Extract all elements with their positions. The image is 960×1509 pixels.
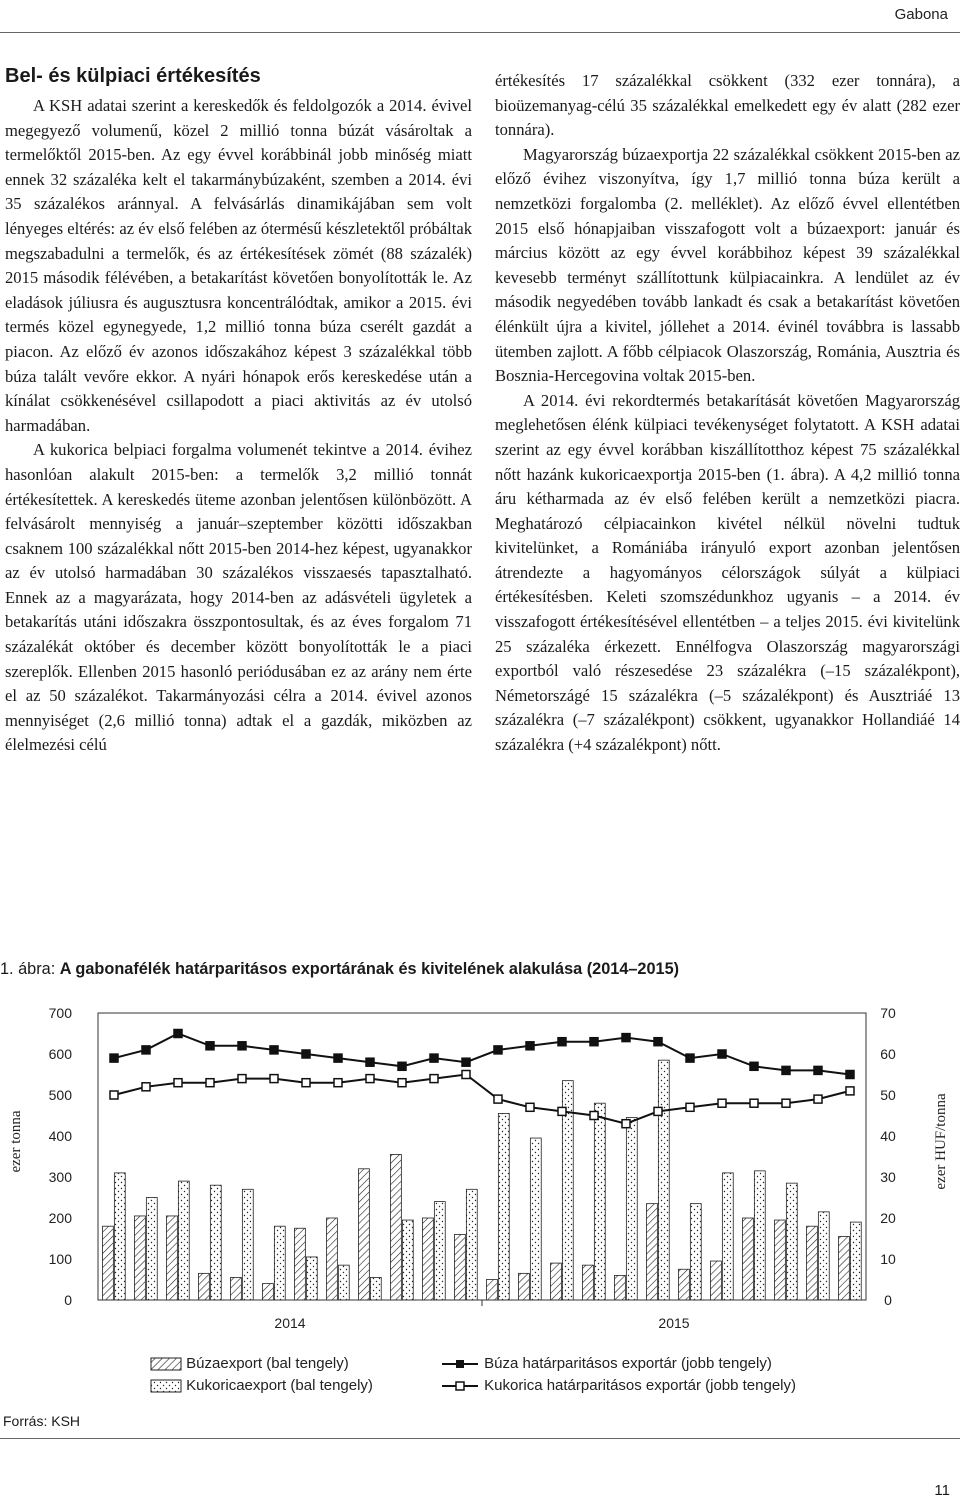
corn-price-point <box>398 1079 406 1087</box>
wheat-price-point <box>718 1050 726 1058</box>
corn-export-bar <box>626 1118 637 1300</box>
paragraph: A KSH adatai szerint a kereskedők és feldolgozók a 2014. évivel megegyező volumenű, közel 2 millió tonna búzát vásároltak a termelőktől 2015-ben. Az egy évvel korábbinál jobb minőség miatt ennek 32 százaléka kelt el takarmánybúzaként, szemben a 2014. évi 35 százalékos aránnyal. A felvásárlás dinamikájában sem volt lényeges eltérés: az év első felében az ótermésű készletektől próbáltak megszabadulni a termelők, és az értékesítések zömét (88 százalék) 2015 második félévében, a betakarítást követően bonyolították le. Az eladások júliusra és augusztusra koncentrálódtak, amikor a 2015. évi termés közel egynegyede, 1,2 millió tonna búza cserélt gazdát a piacon. Az előző év azonos időszakához képest 3 százalékkal több búza talált vevőre ekkor. A nyári hónapok erős kereskedése után a kínálat csökkenésével csillapodott a piaci aktivitás az év utolsó harmadában. <box>5 96 472 435</box>
corn-export-bar <box>306 1257 317 1300</box>
corn-price-point <box>270 1075 278 1083</box>
wheat-price-point <box>654 1038 662 1046</box>
wheat-price-point <box>206 1042 214 1050</box>
corn-export-bar <box>338 1265 349 1300</box>
wheat-export-bar <box>326 1218 337 1300</box>
corn-price-point <box>206 1079 214 1087</box>
corn-price-point <box>142 1083 150 1091</box>
wheat-export-bar <box>518 1273 529 1300</box>
wheat-price-point <box>398 1062 406 1070</box>
footer-divider <box>0 1438 960 1439</box>
wheat-export-bar <box>262 1284 273 1300</box>
chart-bars <box>102 1060 861 1300</box>
corn-export-bar <box>434 1202 445 1300</box>
wheat-export-bar <box>198 1273 209 1300</box>
corn-price-point <box>622 1120 630 1128</box>
corn-export-bar <box>594 1103 605 1300</box>
corn-price-point <box>814 1095 822 1103</box>
wheat-price-point <box>110 1054 118 1062</box>
corn-price-point <box>654 1107 662 1115</box>
legend-label: Kukoricaexport (bal tengely) <box>186 1377 373 1394</box>
left-tick-label: 600 <box>48 1046 72 1062</box>
legend-label: Búzaexport (bal tengely) <box>186 1355 349 1372</box>
wheat-price-point <box>238 1042 246 1050</box>
figure-title: A gabonafélék határparitásos exportárának és kivitelének alakulása (2014–2015) <box>59 960 680 978</box>
wheat-price-point <box>334 1054 342 1062</box>
wheat-export-bar <box>774 1220 785 1300</box>
corn-export-bar <box>530 1138 541 1300</box>
left-tick-label: 700 <box>48 1005 72 1021</box>
corn-price-point <box>302 1079 310 1087</box>
corn-price-point <box>750 1099 758 1107</box>
wheat-price-point <box>366 1058 374 1066</box>
legend-item <box>150 1355 349 1372</box>
corn-export-bar <box>242 1189 253 1300</box>
left-tick-label: 500 <box>48 1087 72 1103</box>
corn-export-bar <box>850 1222 861 1300</box>
hatched-swatch-icon <box>150 1356 182 1372</box>
right-column <box>495 69 960 758</box>
wheat-export-bar <box>454 1234 465 1300</box>
wheat-price-point <box>462 1058 470 1066</box>
wheat-price-point <box>142 1046 150 1054</box>
wheat-export-bar <box>646 1204 657 1300</box>
legend-label: Búza határparitásos exportár (jobb tengely) <box>484 1355 772 1372</box>
corn-export-bar <box>178 1181 189 1300</box>
corn-export-bar <box>210 1185 221 1300</box>
wheat-price-point <box>782 1066 790 1074</box>
corn-price-point <box>686 1103 694 1111</box>
right-tick-label: 70 <box>880 1005 896 1021</box>
wheat-export-bar <box>582 1265 593 1300</box>
source-note: Forrás: KSH <box>3 1413 81 1429</box>
wheat-price-line <box>114 1034 850 1075</box>
wheat-price-point <box>814 1066 822 1074</box>
filled-square-line-icon <box>440 1356 480 1372</box>
corn-price-point <box>366 1075 374 1083</box>
chart-legend <box>150 1355 850 1400</box>
right-tick-label: 50 <box>880 1087 896 1103</box>
wheat-price-point <box>526 1042 534 1050</box>
left-tick-label: 400 <box>48 1128 72 1144</box>
wheat-export-bar <box>390 1154 401 1300</box>
corn-export-bar <box>658 1060 669 1300</box>
corn-export-bar <box>754 1171 765 1300</box>
corn-price-point <box>462 1071 470 1079</box>
corn-export-bar <box>146 1198 157 1301</box>
paragraph: Magyarország búzaexportja 22 százalékkal csökkent 2015-ben az előző évihez viszonyítva, így 1,7 millió tonna búza került a nemzetközi forgalomba (2. melléklet). Az előző évvel ellentétben 2015 első hónapjaiban visszafogott volt a búzaexport: január és március között az egy évvel korábbihoz képest 39 százalékkal kevesebb terményt szállítottunk külpiacainkra. A lendület az év második negyedében tovább lankadt és csak a betakarítást követően élénkült újra a kivitel, jóllehet a 2014. évinél továbbra is lassabb ütemben zajlott. A főbb célpiacok Olaszország, Románia, Ausztria és Bosznia-Hercegovina voltak 2015-ben. <box>495 144 960 386</box>
corn-export-bar <box>498 1113 509 1300</box>
corn-export-bar <box>722 1173 733 1300</box>
page-number: 11 <box>934 1482 950 1499</box>
corn-export-bar <box>466 1189 477 1300</box>
dotted-swatch-icon <box>150 1378 182 1394</box>
wheat-price-point <box>558 1038 566 1046</box>
corn-export-bar <box>690 1204 701 1300</box>
paragraph: A kukorica belpiaci forgalma volumenét tekintve a 2014. évihez hasonlóan alakult 2015-ben: a termelők 3,2 millió tonnát értékesítettek. A kereskedés üteme azonban jelentősen különbözött. A felvásárolt mennyiség a január–szeptember közötti időszakban csaknem 100 százalékkal nőtt 2015-ben 2014-hez képest, ugyanakkor az év utolsó harmadában 30 százalékos visszaesés tapasztalható. Ennek az a magyarázata, hogy 2014-ben az adásvételi ügyletek a betakarítás utáni időszakra összpontosultak, és az éves forgalom 71 százalékát október és december között bonyolították le a piaci szereplők. Ellenben 2015 hasonló periódusában ez az arány nem érte el az 50 százalékot. Takarmányozási célra a 2014. évivel azonos mennyiséget (2,6 millió tonna) adtak el a gazdák, miközben az élelmezési célú <box>5 440 472 755</box>
wheat-export-bar <box>422 1218 433 1300</box>
left-tick-label: 300 <box>48 1169 72 1185</box>
wheat-export-bar <box>134 1216 145 1300</box>
corn-price-point <box>782 1099 790 1107</box>
wheat-export-bar <box>486 1280 497 1301</box>
running-header: Gabona <box>894 6 948 23</box>
left-tick-label: 200 <box>48 1210 72 1226</box>
wheat-price-point <box>590 1038 598 1046</box>
legend-item <box>440 1355 772 1372</box>
corn-price-point <box>718 1099 726 1107</box>
corn-price-point <box>110 1091 118 1099</box>
wheat-export-bar <box>838 1236 849 1300</box>
wheat-price-point <box>846 1071 854 1079</box>
wheat-price-point <box>174 1030 182 1038</box>
corn-price-point <box>334 1079 342 1087</box>
wheat-export-bar <box>614 1275 625 1300</box>
corn-price-point <box>558 1107 566 1115</box>
wheat-price-point <box>686 1054 694 1062</box>
wheat-price-point <box>270 1046 278 1054</box>
wheat-export-bar <box>710 1261 721 1300</box>
left-tick-label: 0 <box>64 1292 72 1308</box>
paragraph: értékesítés 17 százalékkal csökkent (332 ezer tonnára), a bioüzemanyag-célú 35 százalékkal emelkedett egy év alatt (282 ezer tonnára). <box>495 71 960 140</box>
wheat-export-bar <box>358 1169 369 1300</box>
corn-price-point <box>494 1095 502 1103</box>
header-divider <box>0 32 960 33</box>
wheat-export-bar <box>806 1226 817 1300</box>
corn-export-bar <box>274 1226 285 1300</box>
corn-price-point <box>846 1087 854 1095</box>
open-square-line-icon <box>440 1378 480 1394</box>
right-tick-label: 20 <box>880 1210 896 1226</box>
legend-item <box>440 1377 796 1394</box>
wheat-export-bar <box>550 1263 561 1300</box>
legend-label: Kukorica határparitásos exportár (jobb tengely) <box>484 1377 797 1394</box>
left-tick-label: 100 <box>48 1251 72 1267</box>
corn-export-bar <box>786 1183 797 1300</box>
legend-item <box>150 1377 373 1394</box>
wheat-price-point <box>750 1062 758 1070</box>
wheat-export-bar <box>102 1226 113 1300</box>
right-tick-label: 40 <box>880 1128 896 1144</box>
left-column <box>5 94 472 758</box>
wheat-price-point <box>430 1054 438 1062</box>
wheat-price-point <box>622 1034 630 1042</box>
wheat-price-point <box>302 1050 310 1058</box>
corn-price-point <box>238 1075 246 1083</box>
corn-export-bar <box>818 1212 829 1300</box>
right-tick-label: 0 <box>884 1292 892 1308</box>
right-tick-label: 10 <box>880 1251 896 1267</box>
figure-caption <box>0 960 679 979</box>
corn-price-point <box>590 1112 598 1120</box>
corn-export-bar <box>402 1220 413 1300</box>
corn-price-point <box>174 1079 182 1087</box>
export-chart <box>0 995 960 1355</box>
left-axis-title: ezer tonna <box>8 1110 24 1173</box>
wheat-export-bar <box>230 1277 241 1300</box>
corn-price-line <box>114 1075 850 1124</box>
right-tick-label: 30 <box>880 1169 896 1185</box>
paragraph: A 2014. évi rekordtermés betakarítását követően Magyarország meglehetősen élénk külpiaci tevékenységet folytatott. A KSH adatai szerint az egy évvel korábban kiszállítotthoz képest 75 százalékkal nőtt hazánk kukoricaexportja 2015-ben (1. ábra). A 4,2 millió tonna áru kétharmada az év első felében került a nemzetközi piacra. Meghatározó célpiacainkon kivétel nélkül növelni tudtuk kivitelünket, a Romániába irányuló export azonban jelentősen átrendezte a hagyományos célországok súlyát a külpiaci értékesítésben. Keleti szomszédunkhoz ugyanis – a 2014. év visszafogott értékesítésével ellentétben – a teljes 2015. évi kivitelünk 25 százaléka érkezett. Ennélfogva Olaszország magyarországi exportból való részesedése 23 százalékra (–15 százalékpont), Németországé 15 százalékra (–5 százalékpont) és Ausztriáé 13 százalékra (–7 százalékpont) csökkent, ugyanakkor Hollandiáé 14 százalékra (+4 százalékpont) nőtt. <box>495 390 960 755</box>
wheat-export-bar <box>742 1218 753 1300</box>
right-tick-label: 60 <box>880 1046 896 1062</box>
wheat-price-point <box>494 1046 502 1054</box>
wheat-export-bar <box>166 1216 177 1300</box>
wheat-export-bar <box>294 1228 305 1300</box>
year-label: 2014 <box>274 1315 306 1331</box>
section-title: Bel- és külpiaci értékesítés <box>5 65 261 87</box>
year-label: 2015 <box>658 1315 690 1331</box>
corn-export-bar <box>370 1277 381 1300</box>
wheat-export-bar <box>678 1269 689 1300</box>
corn-price-point <box>526 1103 534 1111</box>
figure-number: 1. ábra: <box>0 960 56 978</box>
chart-lines <box>110 1030 854 1128</box>
corn-export-bar <box>114 1173 125 1300</box>
right-axis-title: ezer HUF/tonna <box>933 1093 949 1190</box>
corn-price-point <box>430 1075 438 1083</box>
